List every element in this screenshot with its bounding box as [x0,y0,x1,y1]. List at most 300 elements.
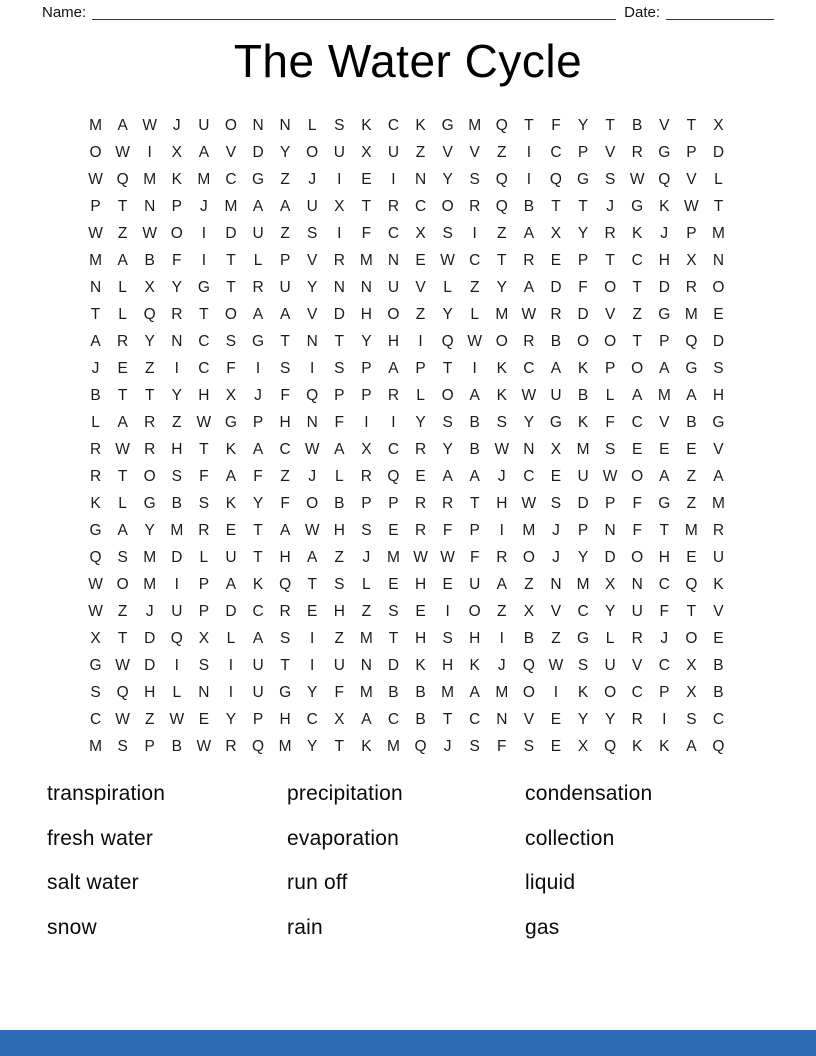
grid-letter: M [495,683,509,701]
grid-letter: W [196,737,212,755]
grid-letter: N [631,575,643,593]
grid-letter: X [686,683,697,701]
grid-letter: R [144,413,156,431]
word-list-item: condensation [525,782,653,806]
grid-letter: I [553,683,559,701]
grid-letter: C [712,710,725,728]
grid-letter: N [306,332,318,350]
grid-letter: O [441,197,454,215]
grid-letter: M [576,440,590,458]
grid-letter: T [144,386,155,404]
grid-letter: T [334,737,345,755]
grid-letter: D [225,224,237,242]
grid-letter: Z [686,494,697,512]
grid-letter: G [279,683,292,701]
word-list-item: liquid [525,871,576,895]
grid-letter: J [552,521,560,539]
grid-letter: Z [632,305,642,323]
grid-letter: F [172,251,182,269]
name-blank-line [92,6,616,20]
grid-letter: E [713,305,724,323]
grid-letter: O [306,494,319,512]
grid-letter: J [497,467,506,485]
grid-letter: Z [280,467,290,485]
header [42,0,774,20]
grid-letter: Q [495,197,508,215]
grid-letter: L [605,386,615,404]
word-list [47,772,769,950]
grid-letter: D [171,548,183,566]
grid-letter: D [387,656,400,674]
grid-letter: O [522,683,535,701]
grid-letter: B [713,656,724,674]
grid-letter: N [604,521,616,539]
grid-letter: S [523,737,535,755]
grid-letter: C [523,467,535,485]
grid-letter: D [712,143,725,161]
grid-letter: Y [442,305,453,323]
grid-letter: V [442,143,453,161]
grid-letter: P [361,386,372,404]
grid-letter: X [550,440,562,458]
grid-letter: Y [523,413,535,431]
grid-letter: X [415,224,426,242]
grid-letter: R [414,494,427,512]
grid-letter: Q [495,116,508,134]
grid-letter: A [252,305,264,323]
grid-letter: A [334,440,345,458]
grid-letter: C [414,197,427,215]
grid-letter: O [306,143,319,161]
grid-letter: X [90,629,101,647]
grid-letter: B [334,494,345,512]
grid-letter: T [199,440,209,458]
grid-letter: G [631,197,644,215]
grid-letter: G [658,305,671,323]
grid-letter: I [499,629,504,647]
grid-letter: W [684,197,699,215]
grid-letter: M [224,197,238,215]
grid-letter: O [577,332,590,350]
grid-letter: Q [414,737,427,755]
grid-letter: P [686,224,697,242]
grid-letter: Y [496,278,507,296]
grid-letter: K [361,116,372,134]
date-blank-line [666,6,774,20]
grid-letter: M [684,521,698,539]
grid-letter: P [577,521,589,539]
grid-letter: J [497,656,506,674]
grid-letter: S [334,575,345,593]
grid-letter: D [144,656,156,674]
grid-letter: P [604,359,616,377]
grid-letter: B [523,629,535,647]
grid-letter: M [441,683,455,701]
grid-letter: E [550,467,562,485]
word-list-item: transpiration [47,782,166,806]
grid-letter: G [658,494,671,512]
grid-letter: T [713,197,724,215]
grid-letter: P [198,602,210,620]
grid-letter: M [495,305,509,323]
grid-letter: E [388,575,399,593]
grid-letter: S [469,737,480,755]
grid-letter: I [472,359,477,377]
grid-letter: B [90,386,101,404]
grid-letter: Z [144,359,155,377]
grid-letter: M [468,116,482,134]
grid-letter: H [144,683,156,701]
grid-letter: J [172,116,181,134]
grid-letter: K [252,575,264,593]
word-list-item: precipitation [287,782,403,806]
grid-letter: D [333,305,345,323]
grid-letter: L [199,548,209,566]
grid-letter: C [631,413,643,431]
name-label: Name: [42,4,87,21]
grid-letter: H [414,575,427,593]
grid-letter: A [469,683,480,701]
grid-letter: V [713,440,724,458]
grid-letter: J [199,197,208,215]
grid-letter: G [252,332,265,350]
grid-letter: J [606,197,614,215]
grid-letter: U [252,683,264,701]
grid-letter: W [304,521,320,539]
grid-letter: W [142,224,158,242]
grid-letter: A [361,710,372,728]
grid-letter: R [685,278,697,296]
grid-letter: E [415,251,426,269]
grid-letter: A [713,467,724,485]
grid-letter: B [171,494,182,512]
grid-letter: T [442,359,453,377]
grid-letter: H [658,548,670,566]
grid-letter: O [170,224,183,242]
grid-letter: V [604,143,616,161]
grid-letter: I [310,359,315,377]
grid-letter: F [469,548,480,566]
grid-letter: Y [577,548,589,566]
grid-letter: T [117,629,128,647]
grid-letter: G [658,143,671,161]
grid-letter: A [686,386,697,404]
grid-letter: Q [658,170,671,188]
grid-letter: W [521,494,537,512]
grid-letter: S [307,224,318,242]
grid-letter: X [171,143,182,161]
grid-letter: X [686,251,697,269]
grid-letter: K [659,737,670,755]
grid-letter: T [578,197,588,215]
grid-letter: W [467,332,483,350]
grid-letter: O [495,332,508,350]
grid-letter: P [252,413,264,431]
grid-letter: I [472,224,477,242]
grid-letter: Y [225,710,237,728]
grid-letter: A [496,575,507,593]
grid-letter: E [225,521,237,539]
grid-letter: X [550,224,562,242]
grid-letter: V [225,143,237,161]
grid-letter: O [522,548,535,566]
grid-letter: R [414,440,427,458]
grid-letter: Q [170,629,183,647]
grid-letter: U [469,575,481,593]
grid-letter: K [659,197,670,215]
grid-letter: W [440,548,455,566]
grid-letter: K [469,656,480,674]
grid-letter: S [279,359,291,377]
grid-letter: S [469,170,480,188]
grid-letter: A [279,521,291,539]
grid-letter: C [387,710,400,728]
grid-letter: R [442,494,454,512]
word-list-item: snow [47,915,97,939]
grid-letter: U [387,143,400,161]
grid-letter: R [89,440,102,458]
grid-letter: C [198,332,210,350]
grid-letter: S [90,683,101,701]
grid-letter: Q [116,683,129,701]
grid-letter: R [523,251,535,269]
grid-letter: E [442,575,453,593]
grid-letter: S [442,224,453,242]
grid-letter: P [659,683,670,701]
grid-letter: T [307,575,317,593]
grid-letter: T [497,251,507,269]
grid-letter: R [360,467,372,485]
grid-letter: F [226,359,236,377]
grid-letter: D [658,278,670,296]
grid-letter: R [117,332,129,350]
grid-letter: Y [577,710,589,728]
grid-letter: L [307,116,317,134]
grid-letter: X [713,116,724,134]
grid-letter: T [632,278,642,296]
grid-letter: I [526,170,532,188]
grid-letter: M [143,170,157,188]
grid-letter: N [144,197,156,215]
grid-letter: Y [442,170,453,188]
grid-letter: H [414,629,427,647]
word-list-item: salt water [47,871,139,895]
grid-letter: G [89,521,102,539]
grid-letter: Y [577,224,589,242]
grid-letter: E [198,710,210,728]
grid-letter: J [660,629,669,647]
grid-letter: P [469,521,480,539]
grid-letter: N [252,116,264,134]
grid-letter: S [442,629,453,647]
grid-letter: T [469,494,480,512]
grid-letter: X [225,386,237,404]
grid-letter: Q [604,737,617,755]
grid-letter: S [577,656,589,674]
grid-letter: F [280,494,290,512]
grid-letter: Y [604,710,616,728]
grid-letter: I [228,683,234,701]
grid-letter: Z [415,143,426,161]
grid-letter: W [115,656,130,674]
word-list-item: run off [287,871,348,895]
grid-letter: T [659,521,670,539]
grid-letter: K [415,116,426,134]
grid-letter: S [117,548,128,566]
grid-letter: F [361,224,372,242]
grid-letter: C [469,251,481,269]
grid-letter: D [225,602,237,620]
grid-letter: J [308,467,317,485]
grid-letter: I [201,251,207,269]
grid-letter: E [686,440,697,458]
grid-letter: K [577,359,589,377]
grid-letter: T [199,305,209,323]
grid-letter: R [387,386,400,404]
grid-letter: Q [549,170,562,188]
grid-letter: S [198,494,210,512]
grid-letter: R [89,467,102,485]
grid-letter: V [659,413,670,431]
grid-letter: D [577,494,589,512]
grid-letter: M [684,305,698,323]
grid-letter: A [523,278,535,296]
grid-letter: B [713,683,724,701]
grid-letter: K [225,494,237,512]
grid-letter: Y [577,116,589,134]
grid-letter: Y [144,332,155,350]
grid-letter: C [306,710,318,728]
grid-letter: U [225,548,237,566]
grid-letter: A [550,359,562,377]
grid-letter: S [171,467,182,485]
grid-letter: A [225,467,237,485]
grid-letter: Y [307,737,318,755]
grid-letter: C [387,116,400,134]
grid-letter: S [442,413,453,431]
grid-letter: W [115,143,130,161]
grid-letter: A [523,224,535,242]
grid-letter: C [387,224,400,242]
grid-letter: N [171,332,183,350]
grid-letter: T [551,197,561,215]
grid-letter: D [577,305,589,323]
grid-letter: H [333,602,345,620]
grid-letter: U [252,656,264,674]
grid-letter: G [252,170,265,188]
grid-letter: G [197,278,210,296]
grid-letter: N [414,170,427,188]
grid-letter: K [361,737,372,755]
grid-letter: X [198,629,210,647]
grid-letter: E [307,602,318,620]
grid-letter: Q [685,575,698,593]
word-search-grid [82,112,732,760]
grid-letter: B [415,710,426,728]
grid-letter: J [254,386,262,404]
grid-letter: U [252,224,264,242]
grid-letter: D [252,143,264,161]
grid-letter: E [415,467,426,485]
grid-letter: Q [279,575,292,593]
grid-letter: P [171,197,182,215]
grid-letter: W [521,386,537,404]
grid-letter: S [604,170,616,188]
grid-letter: C [252,602,264,620]
grid-letter: A [252,197,264,215]
grid-letter: L [443,278,452,296]
grid-letter: P [334,386,345,404]
grid-letter: N [550,575,562,593]
grid-letter: Q [712,737,725,755]
grid-letter: A [225,575,237,593]
grid-letter: C [387,440,400,458]
grid-letter: M [170,521,184,539]
grid-letter: Q [252,737,265,755]
grid-letter: T [334,332,345,350]
grid-letter: A [686,737,697,755]
grid-letter: J [660,224,669,242]
grid-letter: B [469,440,480,458]
grid-letter: P [604,494,616,512]
grid-letter: C [550,143,562,161]
grid-letter: P [415,359,426,377]
grid-letter: O [604,278,617,296]
grid-letter: N [523,440,535,458]
grid-letter: Z [144,710,155,728]
grid-letter: O [712,278,725,296]
grid-letter: W [629,170,645,188]
grid-letter: U [333,143,345,161]
grid-letter: U [712,548,725,566]
grid-letter: M [386,737,400,755]
grid-letter: X [577,737,589,755]
grid-letter: M [359,683,373,701]
grid-letter: M [711,224,725,242]
grid-letter: P [361,494,372,512]
grid-letter: P [279,251,291,269]
grid-letter: S [388,602,399,620]
grid-letter: L [118,305,127,323]
grid-letter: F [551,116,561,134]
grid-letter: U [198,116,210,134]
grid-letter: F [632,521,642,539]
grid-letter: L [91,413,100,431]
grid-letter: I [255,359,261,377]
grid-letter: E [117,359,128,377]
grid-letter: M [143,548,157,566]
grid-letter: T [117,386,128,404]
grid-letter: Y [144,521,155,539]
grid-letter: E [686,548,697,566]
word-list-item: rain [287,915,323,939]
grid-letter: R [252,278,264,296]
grid-letter: W [602,467,618,485]
grid-letter: T [388,629,399,647]
grid-letter: N [360,278,372,296]
grid-letter: V [604,305,616,323]
grid-letter: O [89,143,102,161]
grid-letter: A [117,521,128,539]
grid-letter: L [714,170,723,188]
grid-letter: T [90,305,101,323]
page-title: The Water Cycle [233,35,583,87]
grid-letter: W [88,602,103,620]
grid-letter: V [523,710,535,728]
grid-letter: Y [361,332,372,350]
grid-letter: T [686,602,697,620]
grid-letter: E [550,737,562,755]
